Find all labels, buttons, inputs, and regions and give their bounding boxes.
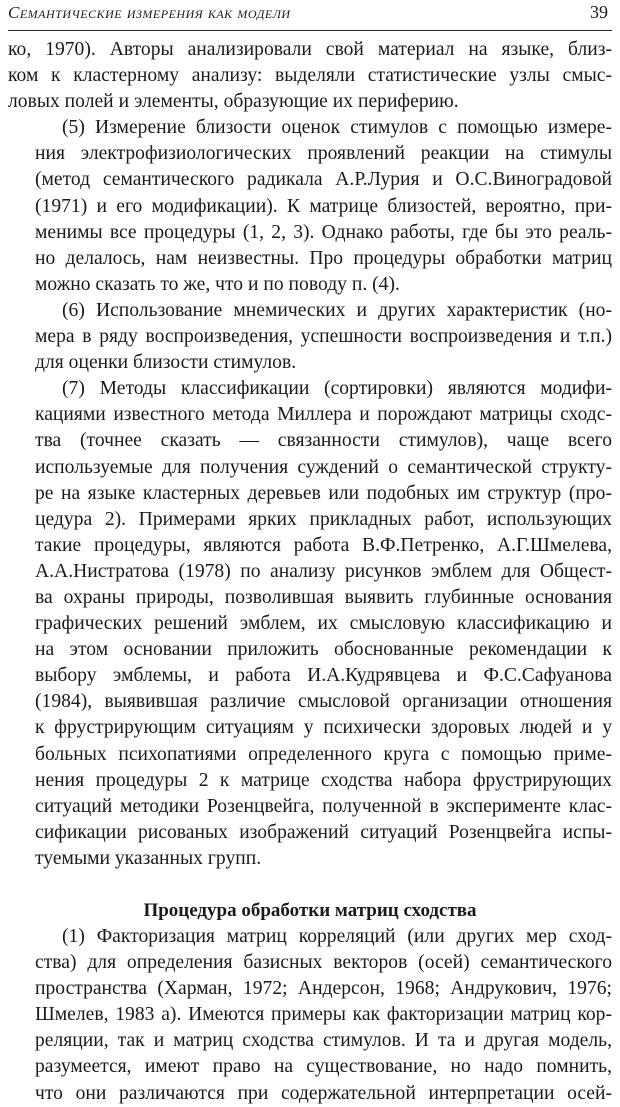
text-line: используемые для получения суждений о семантической структу-	[35, 456, 612, 478]
text-line: А.А.Нистратова (1978) по анализу рисунков эмблем для Общест-	[35, 560, 612, 582]
section-paragraph-1	[8, 924, 612, 1107]
text-line: тва (точнее сказать — связанности стимулов), чаще всего	[35, 430, 612, 452]
paragraph-5	[8, 115, 612, 298]
text-line: но делалось, нам неизвестны. Про процедуры обработки матриц	[35, 247, 612, 269]
text-line: такие процедуры, являются работа В.Ф.Петренко, А.Г.Шмелева,	[35, 534, 612, 556]
text-line: ком к кластерному анализу: выделяли статистические узлы смыс-	[8, 65, 612, 87]
text-line: для оценки близости стимулов.	[35, 352, 297, 374]
text-line: ства) для определения базисных векторов (осей) семантического	[35, 952, 612, 974]
text-line: что они различаются при содержательной интерпретации осей-	[35, 1082, 612, 1104]
text-line: на этом основании приложить обоснованные рекомендации к	[35, 639, 612, 661]
text-line: (5) Измерение близости оценок стимулов с помощью измере-	[62, 117, 612, 139]
text-line: ва охраны природы, позволившая выявить глубинные основания	[35, 586, 612, 608]
text-line: пространства (Харман, 1972; Андерсон, 1968; Андрукович, 1976;	[35, 978, 612, 1000]
text-line: ко, 1970). Авторы анализировали свой материал на языке, близ-	[8, 39, 612, 60]
text-line: ния электрофизиологических проявлений реакции на стимулы	[35, 143, 612, 165]
text-line: ре на языке кластерных деревьев или подобных им структур (про-	[35, 482, 612, 504]
text-line: туемыми указанных групп.	[35, 847, 262, 869]
text-line: (1) Факторизация матриц корреляций (или других мер сход-	[62, 926, 612, 947]
text-line: реляции, так и матриц сходства стимулов. И та и другая модель,	[35, 1030, 612, 1052]
text-line: мера в ряду воспроизведения, успешности воспроизведения и т.п.)	[35, 326, 612, 348]
text-line: (1984), выявившая различие смысловой организации отношения	[35, 691, 612, 713]
body-text	[8, 37, 612, 1107]
text-line: кациями известного метода Миллера и порождают матрицы сходс-	[35, 404, 612, 426]
text-line: нения процедуры 2 к матрице сходства набора фрустрирующих	[35, 769, 612, 791]
text-line: к фрустрирующим ситуациям у психически здоровых людей и у	[35, 717, 612, 739]
text-line: (7) Методы классификации (сортировки) являются модифи-	[62, 378, 612, 400]
paragraph-7	[8, 376, 612, 872]
text-line: сификации рисованых изображений ситуаций Розенцвейга испы-	[35, 821, 612, 843]
text-line: графических решений эмблем, их смысловую классификацию и	[35, 613, 612, 635]
text-line: менимы все процедуры (1, 2, 3). Однако работы, где бы это реаль-	[35, 221, 612, 243]
paragraph-continuation	[8, 37, 612, 115]
page-number: 39	[590, 2, 608, 22]
text-line: (6) Использование мнемических и других характеристик (но-	[62, 299, 612, 321]
text-line: больных психопатиями определенного круга с помощью приме-	[35, 743, 612, 765]
text-line: разумеется, имеют право на существование, но надо помнить,	[35, 1056, 612, 1078]
running-head	[8, 0, 612, 31]
paragraph-6	[8, 298, 612, 376]
text-line: можно сказать то же, что и по поводу п. (4).	[35, 273, 400, 295]
running-title: Семантические измерения как модели	[8, 3, 291, 22]
text-line: ситуаций методики Розенцвейга, полученной в эксперименте клас-	[35, 795, 612, 817]
section-heading: Процедура обработки матриц сходства	[143, 900, 477, 921]
text-line: ловых полей и элементы, образующие их периферию.	[8, 91, 459, 113]
text-line: выбору эмблемы, и работа И.А.Кудрявцева и Ф.С.Сафуанова	[35, 665, 612, 687]
text-line: (1971) и его модификации). К матрице близостей, вероятно, при-	[35, 195, 612, 217]
text-line: Шмелев, 1983 а). Имеются примеры как факторизации матриц кор-	[35, 1004, 612, 1026]
text-line: цедура 2). Примерами ярких прикладных работ, использующих	[35, 508, 612, 530]
text-line: (метод семантического радикала А.Р.Лурия и О.С.Виноградовой	[35, 169, 612, 191]
